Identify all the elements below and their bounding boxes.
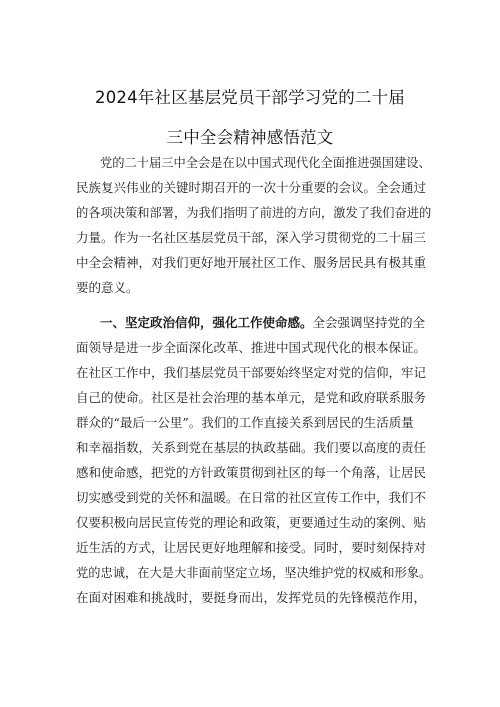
paragraph-1-line: 中全会精神，对我们更好地开展社区工作、服务居民具有极其重 <box>76 255 427 270</box>
section-1-line: 党的忠诚，在大是大非面前坚定立场，坚决维护党的权威和形象。 <box>76 566 432 580</box>
section-1-line: 群众的“最后一公里”。我们的工作直接关系到居民的生活质量 <box>76 415 414 430</box>
section-1-line: 在社区工作中，我们基层党员干部要始终坚定对党的信仰，牢记 <box>76 365 427 380</box>
paragraph-1-line: 党的二十届三中全会是在以中国式现代化全面推进强国建设、 <box>100 156 431 170</box>
paragraph-1-line: 民族复兴伟业的关键时期召开的一次十分重要的会议。全会通过 <box>76 180 427 195</box>
paragraph-1-line: 的各项决策和部署，为我们指明了前进的方向，激发了我们奋进的 <box>76 206 432 220</box>
section-1-line: 在面对困难和挑战时，要挺身而出，发挥党员的先锋模范作用， <box>76 590 427 605</box>
section-1-line: 和幸福指数，关系到党在基层的执政基础。我们要以高度的责任 <box>76 440 427 455</box>
section-1-line: 切实感受到党的关怀和温暖。在日常的社区宣传工作中，我们不 <box>76 490 427 505</box>
section-1-line: 仅要积极向居民宣传党的理论和政策，更要通过生动的案例、贴 <box>76 515 427 530</box>
document-title-line-1: 2024年社区基层党员干部学习党的二十届 <box>95 88 405 107</box>
section-1-line: 感和使命感，把党的方针政策贯彻到社区的每一个角落，让居民 <box>76 465 427 480</box>
section-1-line: 近生活的方式，让居民更好地理解和接受。同时，要时刻保持对 <box>76 540 427 555</box>
document-title-line-2: 三中全会精神感悟范文 <box>166 128 334 147</box>
section-1-line: 面领导是进一步全面深化改革、推进中国式现代化的根本保证。 <box>76 340 427 355</box>
section-1-line: 自己的使命。社区是社会治理的基本单元，是党和政府联系服务 <box>76 390 427 405</box>
section-1-first-line <box>100 313 425 333</box>
paragraph-1-line: 力量。作为一名社区基层党员干部，深入学习贯彻党的二十届三 <box>76 230 427 245</box>
section-1-heading: 一、坚定政治信仰，强化工作使命感。 <box>100 315 313 330</box>
section-1-first-line-rest: 全会强调坚持党的全 <box>312 315 426 330</box>
paragraph-1-line: 要的意义。 <box>76 280 139 295</box>
